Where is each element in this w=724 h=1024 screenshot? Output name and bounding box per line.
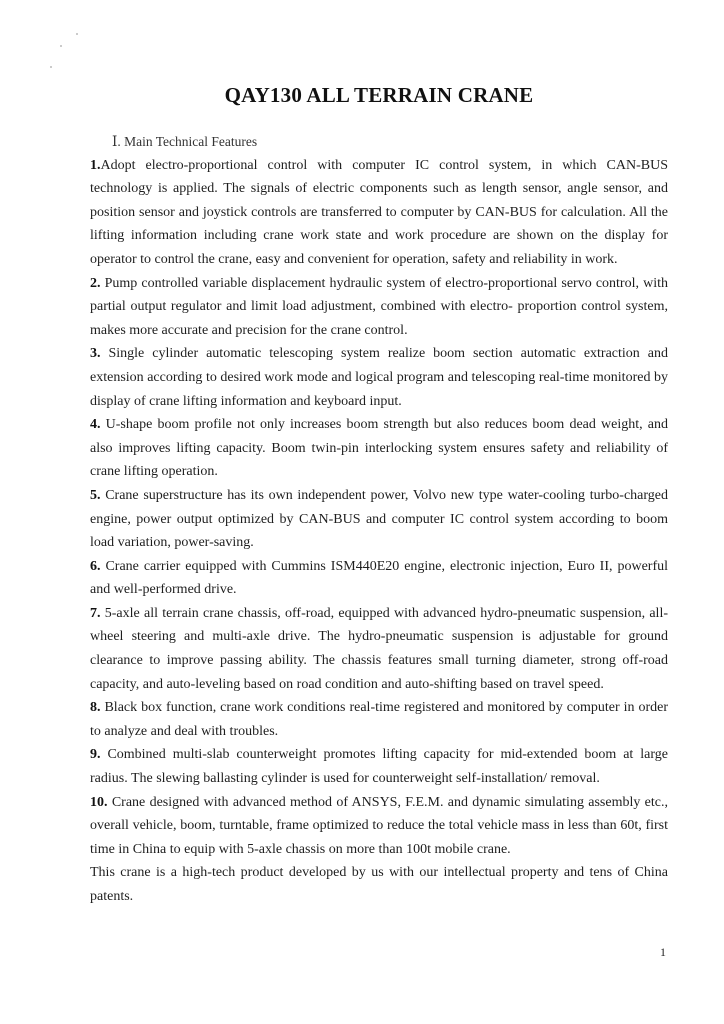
page-number: 1 bbox=[660, 945, 666, 959]
feature-text: Crane superstructure has its own independent power, Volvo new type water-cooling turbo-charged engine, power output optimized by CAN-BUS and computer IC control system according to boom load variation, power-saving. bbox=[90, 487, 668, 551]
feature-item-4 bbox=[90, 413, 668, 484]
document-page bbox=[90, 82, 668, 909]
feature-text: Combined multi-slab counterweight promotes lifting capacity for mid-extended boom at large radius. The slewing ballasting cylinder is used for counterweight self-installation/ removal. bbox=[90, 747, 668, 787]
feature-number: 5. bbox=[90, 487, 101, 503]
scan-speck bbox=[76, 33, 78, 35]
feature-number: 8. bbox=[90, 700, 101, 716]
feature-number: 10. bbox=[90, 794, 108, 810]
section-heading: Ⅰ. Main Technical Features bbox=[112, 134, 258, 149]
feature-item-10 bbox=[90, 791, 668, 862]
feature-number: 9. bbox=[90, 747, 101, 763]
feature-item-1 bbox=[90, 154, 668, 272]
document-title: QAY130 ALL TERRAIN CRANE bbox=[224, 83, 534, 107]
scan-speck bbox=[50, 66, 52, 68]
feature-item-9 bbox=[90, 743, 668, 790]
feature-number: 4. bbox=[90, 417, 101, 433]
feature-text: 5-axle all terrain crane chassis, off-road, equipped with advanced hydro-pneumatic suspension, all-wheel steering and multi-axle drive. The hydro-pneumatic suspension is adjustable for ground clearance to improve passing ability. The chassis features small turning diameter, strong off-road capacity, and auto-leveling based on road condition and auto-shifting based on travel speed. bbox=[90, 605, 668, 692]
feature-text: Adopt electro-proportional control with computer IC control system, in which CAN-BUS technology is applied. The signals of electric components such as length sensor, angle sensor, and position sensor and joystick controls are transferred to computer by CAN-BUS for calculation. All the lifting information including crane work state and work procedure are shown on the display for operator to control the crane, easy and convenient for operation, safety and reliability in work. bbox=[90, 157, 668, 267]
feature-item-5 bbox=[90, 484, 668, 555]
feature-item-6 bbox=[90, 555, 668, 602]
feature-text: Pump controlled variable displacement hydraulic system of electro-proportional servo control, with partial output regulator and limit load adjustment, combined with electro- proportion control system, makes more accurate and precision for the crane control. bbox=[90, 275, 668, 338]
feature-text: Single cylinder automatic telescoping system realize boom section automatic extraction and extension according to desired work mode and logical program and telescoping real-time monitored by display of crane lifting information and keyboard input. bbox=[90, 346, 668, 409]
feature-text: Crane carrier equipped with Cummins ISM440E20 engine, electronic injection, Euro II, powerful and well-performed drive. bbox=[90, 558, 668, 598]
feature-text: U-shape boom profile not only increases boom strength but also reduces boom dead weight, and also improves lifting capacity. Boom twin-pin interlocking system ensures safety and reliability of crane lifting operation. bbox=[90, 417, 668, 480]
feature-item-2 bbox=[90, 272, 668, 343]
feature-item-3 bbox=[90, 342, 668, 413]
feature-number: 1. bbox=[90, 157, 101, 173]
feature-text: Black box function, crane work conditions real-time registered and monitored by computer in order to analyze and deal with troubles. bbox=[90, 700, 668, 739]
feature-number: 2. bbox=[90, 275, 101, 291]
feature-item-7 bbox=[90, 602, 668, 696]
closing-paragraph: This crane is a high-tech product developed by us with our intellectual property and tens of China patents. bbox=[90, 865, 668, 904]
scan-speck bbox=[60, 45, 62, 47]
feature-number: 7. bbox=[90, 605, 101, 621]
feature-text: Crane designed with advanced method of ANSYS, F.E.M. and dynamic simulating assembly etc., overall vehicle, boom, turntable, frame optimized to reduce the total vehicle mass in less than 60t, first time in China to equip with 5-axle chassis on more than 100t mobile crane. bbox=[90, 794, 668, 857]
feature-item-8 bbox=[90, 696, 668, 743]
feature-number: 6. bbox=[90, 558, 101, 574]
feature-number: 3. bbox=[90, 346, 101, 362]
